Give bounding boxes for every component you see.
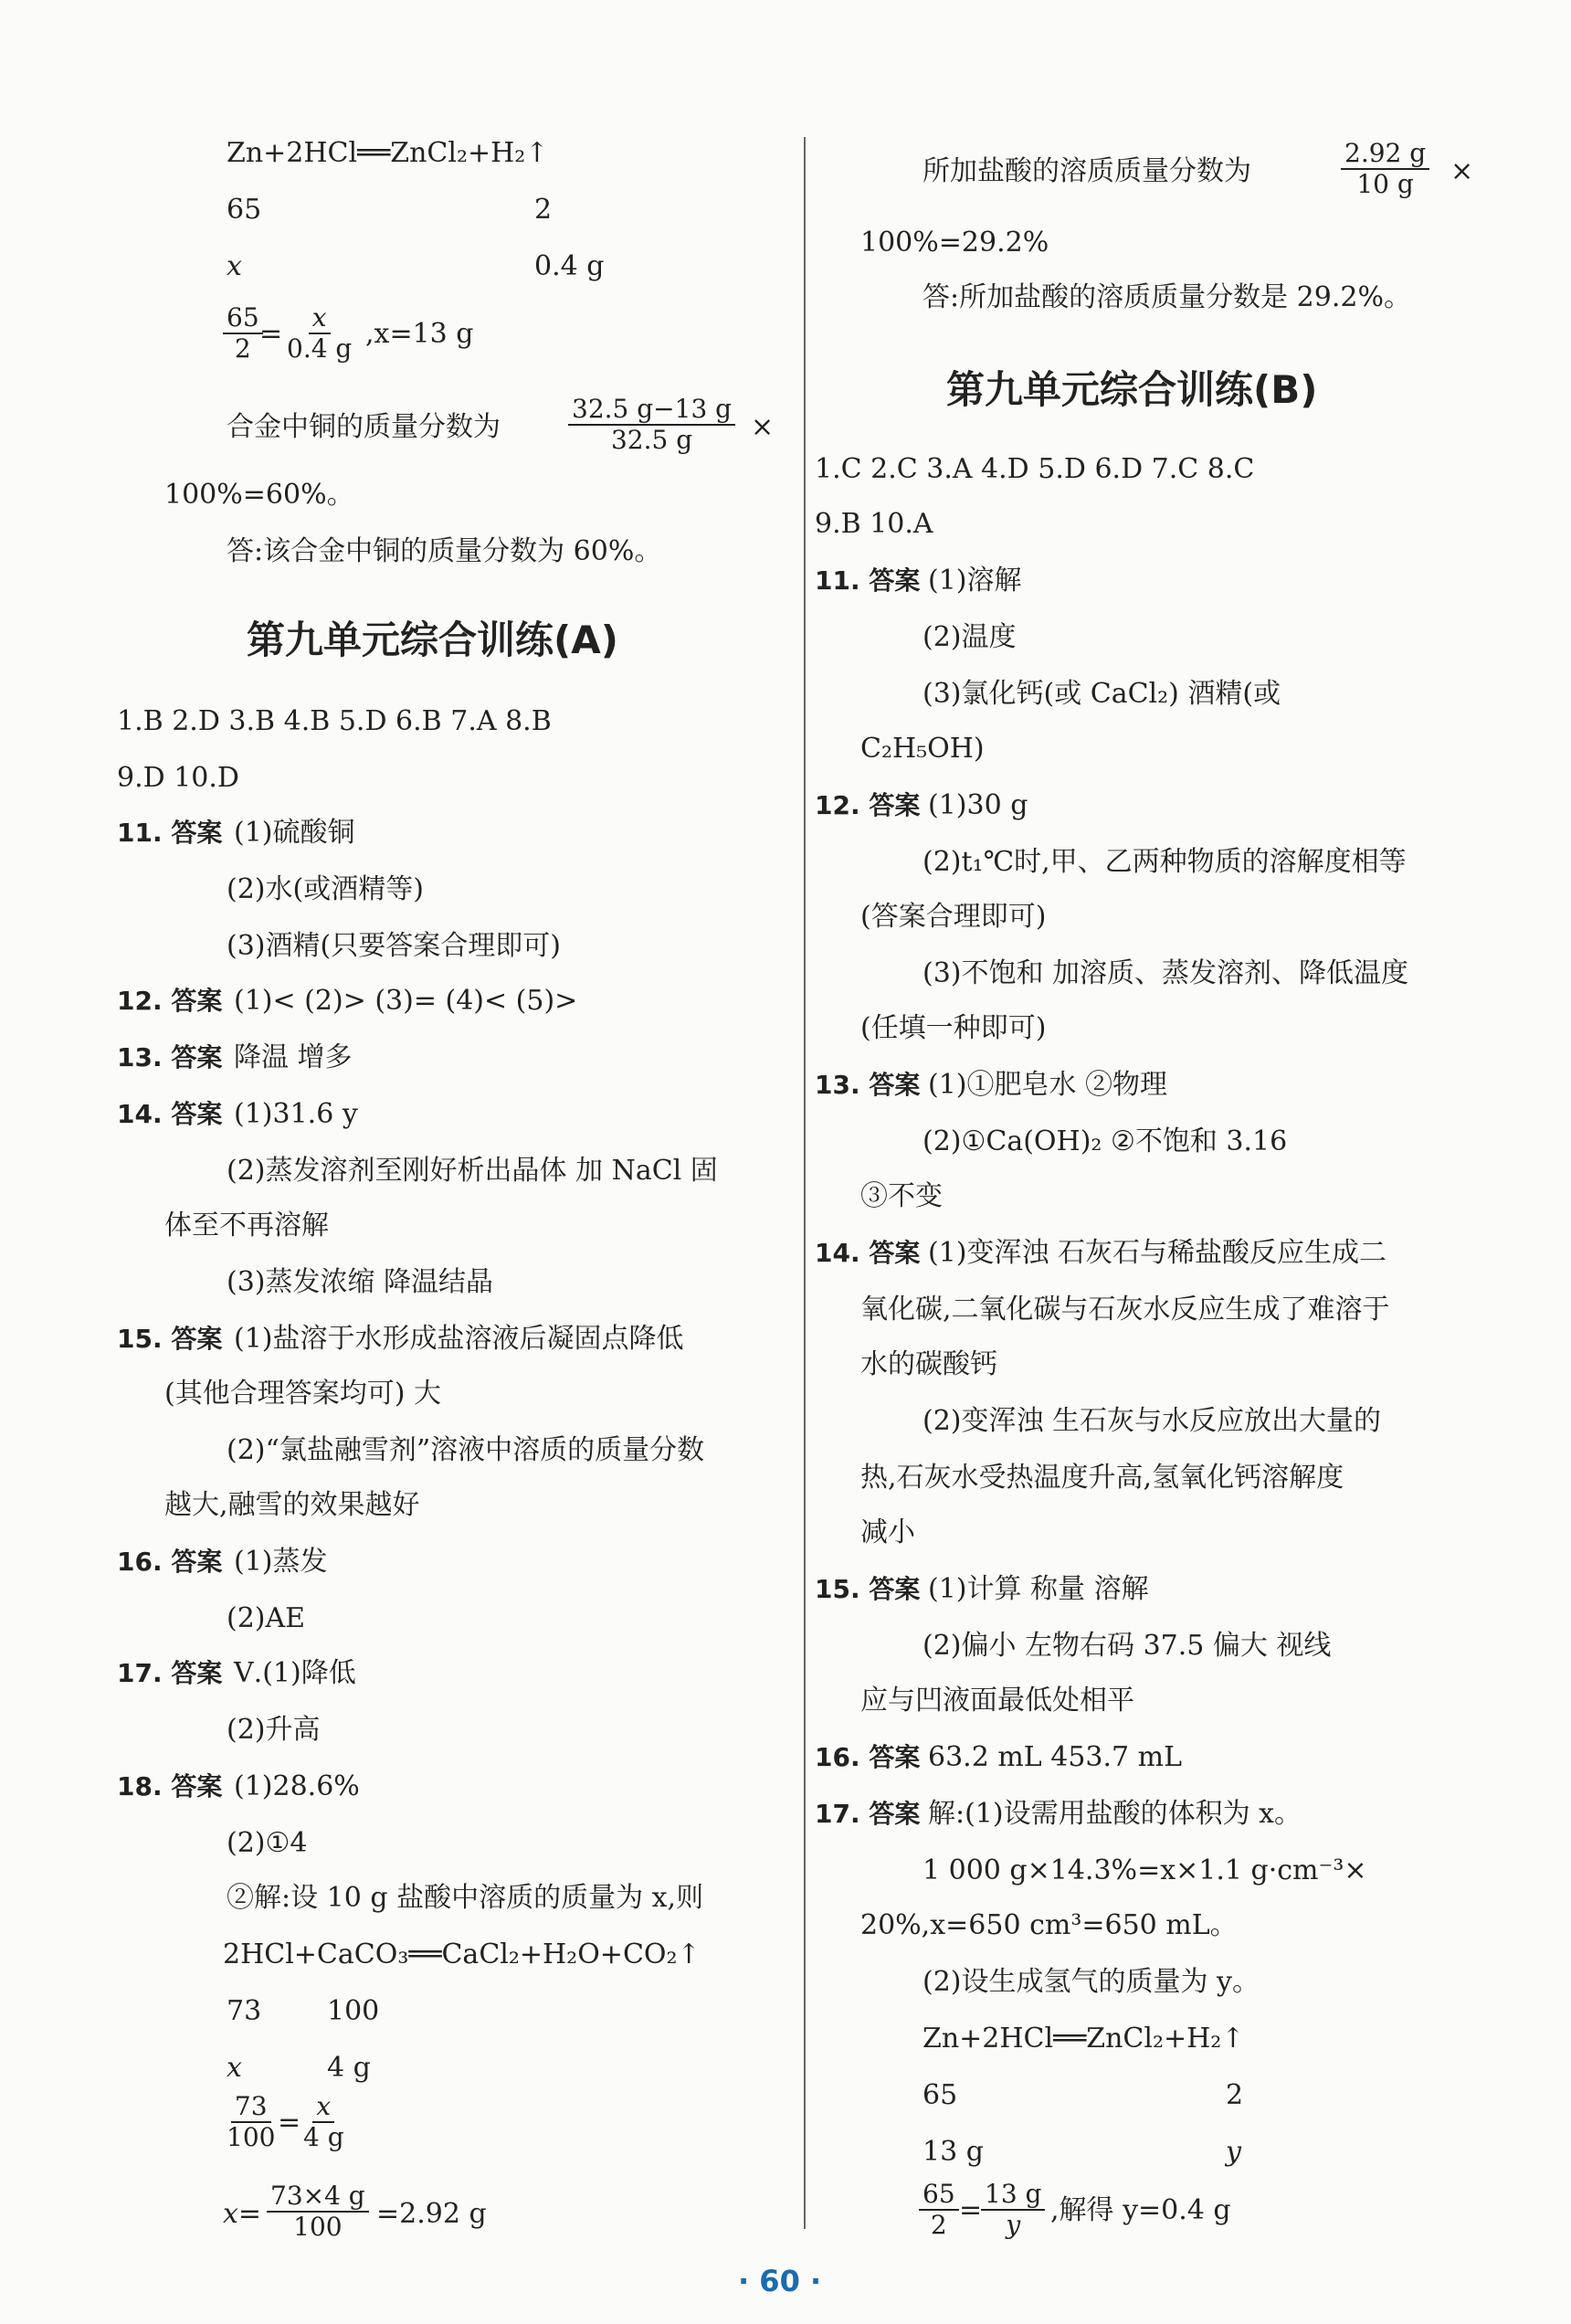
answer-text: 答:所加盐酸的溶质质量分数是 29.2%。 [923, 281, 1411, 313]
answer-text: (1)30 g [928, 789, 1028, 821]
equals-sign: = [259, 318, 283, 350]
answer-text: (1)溶解 [928, 565, 1022, 597]
question-label: 12. 答案 [815, 790, 921, 820]
answer-text: (3)不饱和 加溶质、蒸发溶剂、降低温度 [923, 957, 1409, 989]
answer-text: (2)①Ca(OH)₂ ②不饱和 3.16 [923, 1125, 1288, 1157]
answer-text: (2)蒸发溶剂至刚好析出晶体 加 NaCl 固 [227, 1155, 718, 1187]
question-label: 16. 答案 [815, 1742, 921, 1772]
answer-text: (2)“氯盐融雪剂”溶液中溶质的质量分数 [227, 1434, 705, 1466]
copper-result: 100%=60%。 [164, 479, 354, 511]
answer-text: (1)31.6 y [234, 1098, 358, 1130]
fraction: $\frac{65}{2}$ [223, 303, 263, 364]
ratio-value: x [227, 250, 242, 282]
answer-text: 热,石灰水受热温度升高,氢氧化钙溶解度 [860, 1462, 1344, 1494]
variable-x: x= [223, 2198, 262, 2230]
answer-text: ,解得 y=0.4 g [1050, 2194, 1231, 2226]
fraction: $\frac{x}{4 g}$ [303, 2091, 344, 2152]
choice-answers: 1.B 2.D 3.B 4.B 5.D 6.B 7.A 8.B [117, 705, 552, 737]
answer-text: 20%,x=650 cm³=650 mL。 [860, 1909, 1238, 1941]
question-label: 11. 答案 [117, 818, 223, 848]
answer-text: (1)盐溶于水形成盐溶液后凝固点降低 [234, 1323, 684, 1355]
question-label: 18. 答案 [117, 1771, 223, 1801]
answer-text: 水的碳酸钙 [860, 1348, 997, 1380]
ratio-result: ,x=13 g [365, 318, 474, 350]
fraction: $\frac{73\times 4 g}{100}$ [267, 2181, 369, 2242]
answer-text: ②解:设 10 g 盐酸中溶质的质量为 x,则 [227, 1882, 704, 1914]
answer-text: 所加盐酸的溶质质量分数为 [923, 155, 1251, 187]
answer-text: (2)①4 [227, 1827, 308, 1859]
answer-text: (1)28.6% [234, 1770, 360, 1802]
fraction: $\frac{32.5 g-13 g}{32.5 g}$ [568, 395, 735, 455]
ratio-value: 0.4 g [534, 250, 605, 282]
ratio-value: 73 [227, 1995, 262, 2027]
choice-answers: 9.D 10.D [117, 762, 239, 794]
answer-text: (2)偏小 左物右码 37.5 偏大 视线 [923, 1630, 1332, 1662]
answer-text: (3)氯化钙(或 CaCl₂) 酒精(或 [923, 678, 1281, 710]
question-label: 11. 答案 [815, 565, 921, 596]
question-label: 15. 答案 [815, 1574, 921, 1604]
answer-text: (2)升高 [227, 1714, 321, 1746]
answer-text: (2)设生成氢气的质量为 y。 [923, 1966, 1260, 1998]
fraction: $\frac{73}{100}$ [227, 2091, 276, 2152]
answer-text: ③不变 [860, 1180, 943, 1212]
answer-text: (2)AE [227, 1602, 306, 1634]
answer-text: (1)硫酸铜 [234, 817, 355, 849]
fraction: $\frac{x}{0.4 g}$ [287, 302, 353, 364]
answer-text: 100%=29.2% [860, 227, 1049, 259]
ratio-value: 13 g [923, 2136, 984, 2168]
fraction: $\frac{13 g}{y}$ [981, 2180, 1045, 2240]
ratio-value: x [227, 2052, 242, 2084]
times-sign: × [751, 411, 775, 443]
choice-answers: 1.C 2.C 3.A 4.D 5.D 6.D 7.C 8.C [815, 453, 1255, 485]
ratio-value: 2 [534, 194, 553, 226]
ratio-value: 4 g [327, 2052, 371, 2084]
choice-answers: 9.B 10.A [815, 508, 933, 540]
equals-sign: = [278, 2107, 301, 2139]
answer-text: 减小 [860, 1516, 915, 1548]
question-label: 15. 答案 [117, 1324, 223, 1354]
ratio-value: 65 [923, 2079, 958, 2111]
answer-text: (任填一种即可) [860, 1012, 1047, 1044]
ratio-value: 100 [327, 1995, 380, 2027]
times-sign: × [1450, 155, 1474, 187]
answer-text: (答案合理即可) [860, 901, 1047, 933]
ratio-value: y [1226, 2136, 1241, 2168]
answer-text: (3)酒精(只要答案合理即可) [227, 930, 561, 962]
copper-text: 合金中铜的质量分数为 [227, 411, 501, 443]
answer-text: (1)①肥皂水 ②物理 [928, 1069, 1168, 1101]
answer-text: 体至不再溶解 [164, 1210, 329, 1241]
question-label: 13. 答案 [117, 1042, 223, 1072]
answer-text: C₂H₅OH) [860, 733, 985, 765]
answer-text: 解:(1)设需用盐酸的体积为 x。 [928, 1798, 1302, 1830]
ratio-value: 65 [227, 194, 262, 226]
equals-sign: = [959, 2194, 983, 2226]
answer-text: (2)变浑浊 生石灰与水反应放出大量的 [923, 1405, 1382, 1437]
ratio-value: 2 [1226, 2079, 1244, 2111]
answer-text: 氧化碳,二氧化碳与石灰水反应生成了难溶于 [860, 1294, 1390, 1326]
answer-text: (1)< (2)> (3)= (4)< (5)> [234, 985, 578, 1017]
answer-text: 越大,融雪的效果越好 [164, 1489, 420, 1521]
page-number: · 60 · [738, 2264, 822, 2298]
section-heading: 第九单元综合训练(B) [946, 367, 1318, 412]
question-label: 17. 答案 [117, 1658, 223, 1688]
answer-text: (3)蒸发浓缩 降温结晶 [227, 1266, 494, 1298]
question-label: 17. 答案 [815, 1799, 921, 1829]
answer-text: 1 000 g×14.3%=x×1.1 g·cm⁻³× [923, 1854, 1367, 1886]
section-heading: 第九单元综合训练(A) [247, 618, 618, 662]
reaction-equation: Zn+2HCl══ZnCl₂+H₂↑ [923, 2023, 1245, 2055]
answer-text: =2.92 g [376, 2198, 487, 2230]
question-label: 16. 答案 [117, 1547, 223, 1577]
fraction: $\frac{65}{2}$ [919, 2180, 959, 2240]
reaction-equation: 2HCl+CaCO₃══CaCl₂+H₂O+CO₂↑ [223, 1938, 701, 1970]
answer-text: 答:该合金中铜的质量分数为 60%。 [227, 535, 662, 567]
fraction: $\frac{2.92 g}{10 g}$ [1341, 139, 1429, 199]
answer-text: 63.2 mL 453.7 mL [928, 1741, 1183, 1773]
answer-text: (1)计算 称量 溶解 [928, 1573, 1149, 1605]
answer-text: (2)温度 [923, 621, 1017, 653]
answer-text: (2)t₁℃时,甲、乙两种物质的溶解度相等 [923, 846, 1407, 878]
answer-text: Ⅴ.(1)降低 [234, 1657, 356, 1689]
column-divider [804, 137, 806, 2229]
question-label: 14. 答案 [815, 1238, 921, 1268]
answer-text: (其他合理答案均可) 大 [164, 1378, 441, 1410]
answer-text: (2)水(或酒精等) [227, 873, 424, 905]
answer-text: (1)变浑浊 石灰石与稀盐酸反应生成二 [928, 1237, 1387, 1269]
answer-text: 应与凹液面最低处相平 [860, 1685, 1134, 1717]
question-label: 14. 答案 [117, 1099, 223, 1129]
answer-text: 降温 增多 [234, 1041, 353, 1073]
question-label: 12. 答案 [117, 986, 223, 1016]
reaction-equation: Zn+2HCl══ZnCl₂+H₂↑ [227, 137, 549, 169]
question-label: 13. 答案 [815, 1070, 921, 1100]
answer-text: (1)蒸发 [234, 1546, 328, 1578]
